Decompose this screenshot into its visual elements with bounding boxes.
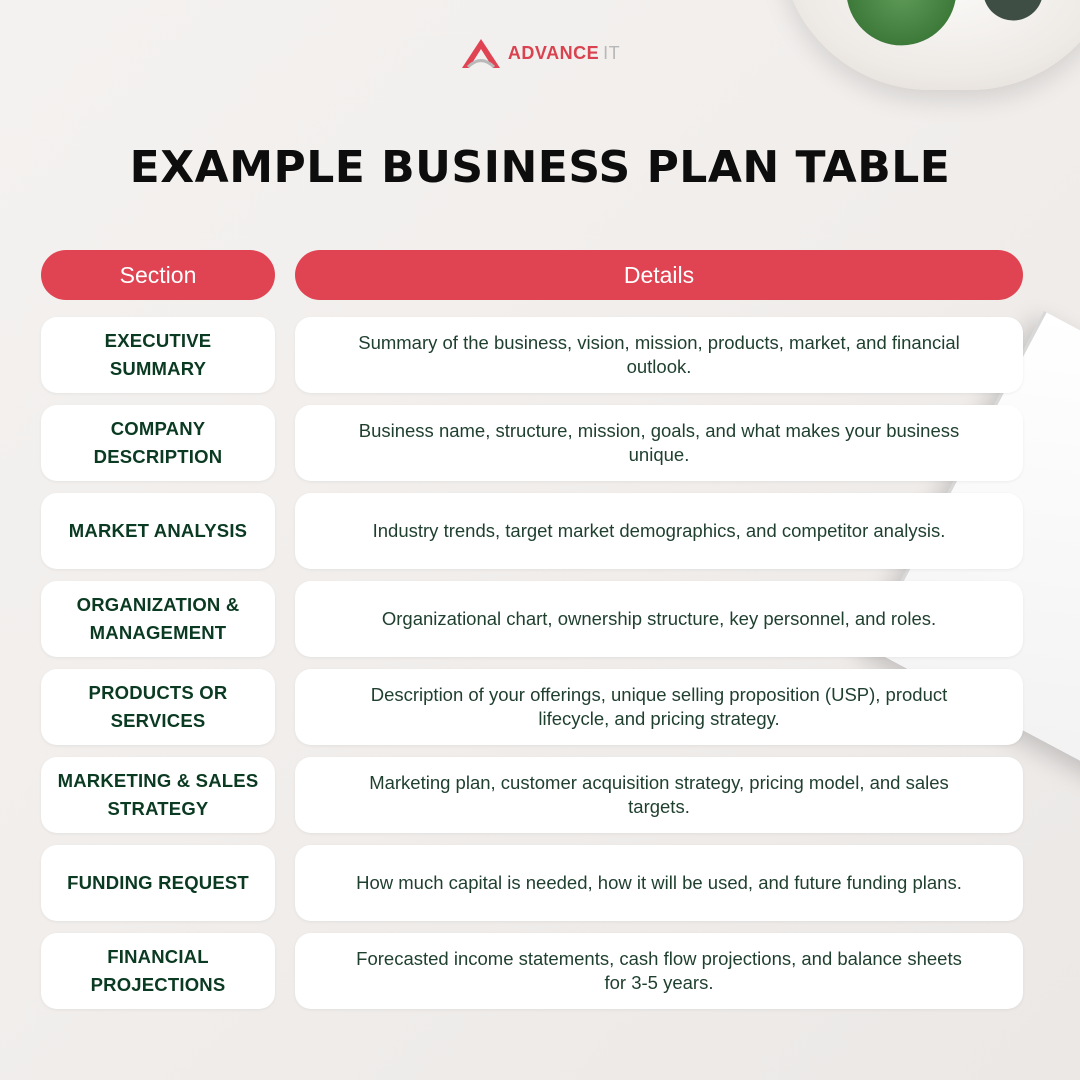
- page-title: EXAMPLE BUSINESS PLAN TABLE: [129, 142, 951, 193]
- section-cell: MARKETING & SALES STRATEGY: [41, 757, 275, 833]
- details-cell: Organizational chart, ownership structure, key personnel, and roles.: [295, 581, 1023, 657]
- section-cell: COMPANY DESCRIPTION: [41, 405, 275, 481]
- details-cell: Business name, structure, mission, goals, and what makes your business unique.: [295, 405, 1023, 481]
- details-cell: Summary of the business, vision, mission, products, market, and financial outlook.: [295, 317, 1023, 393]
- section-cell: EXECUTIVE SUMMARY: [41, 317, 275, 393]
- brand-name: ADVANCE IT: [507, 42, 621, 63]
- details-cell: Industry trends, target market demographics, and competitor analysis.: [295, 493, 1023, 569]
- section-cell: MARKET ANALYSIS: [41, 493, 275, 569]
- details-cell: Forecasted income statements, cash flow projections, and balance sheets for 3-5 years.: [295, 933, 1023, 1009]
- section-cell: PRODUCTS OR SERVICES: [41, 669, 275, 745]
- section-cell: FINANCIAL PROJECTIONS: [41, 933, 275, 1009]
- column-header-section: Section: [41, 250, 275, 300]
- details-cell: How much capital is needed, how it will be used, and future funding plans.: [295, 845, 1023, 921]
- advance-logo-icon: [460, 36, 502, 70]
- section-cell: FUNDING REQUEST: [41, 845, 275, 921]
- brand-logo: [0, 36, 1080, 70]
- details-cell: Marketing plan, customer acquisition strategy, pricing model, and sales targets.: [295, 757, 1023, 833]
- column-header-details: Details: [295, 250, 1023, 300]
- section-cell: ORGANIZATION & MANAGEMENT: [41, 581, 275, 657]
- details-cell: Description of your offerings, unique selling proposition (USP), product lifecycle, and pricing strategy.: [295, 669, 1023, 745]
